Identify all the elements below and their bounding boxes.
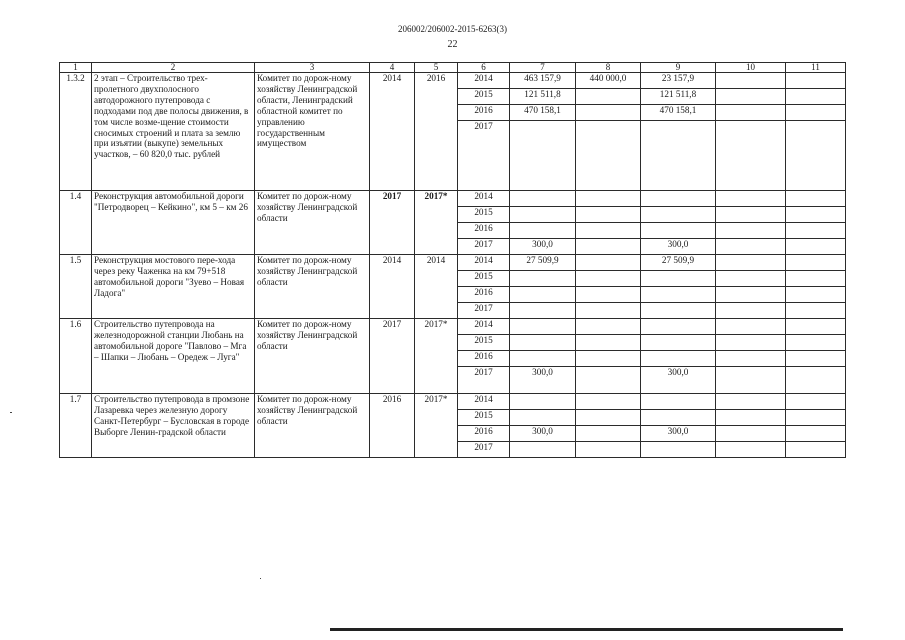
- start-year: 2014: [370, 73, 415, 191]
- amount-other: [786, 394, 846, 410]
- amount-federal: [576, 271, 641, 287]
- amount-local: [716, 351, 786, 367]
- amount-regional: 300,0: [641, 239, 716, 255]
- amount-regional: [641, 207, 716, 223]
- amount-federal: [576, 239, 641, 255]
- amount-regional: 300,0: [641, 367, 716, 394]
- amount-local: [716, 191, 786, 207]
- year-cell: 2017: [458, 303, 510, 319]
- amount-local: [716, 442, 786, 458]
- amount-local: [716, 239, 786, 255]
- document-id: 206002/206002-2015-6263(3): [398, 24, 507, 34]
- year-cell: 2015: [458, 335, 510, 351]
- amount-regional: [641, 410, 716, 426]
- table-row: [60, 255, 846, 271]
- amount-total: 121 511,8: [510, 89, 576, 105]
- amount-local: [716, 89, 786, 105]
- amount-other: [786, 121, 846, 191]
- amount-other: [786, 367, 846, 394]
- amount-other: [786, 255, 846, 271]
- amount-other: [786, 207, 846, 223]
- column-number-row: [60, 63, 846, 73]
- amount-total: 27 509,9: [510, 255, 576, 271]
- year-cell: 2017: [458, 367, 510, 394]
- activity-description: Строительство путепровода в промзоне Лазаревка через железную дорогу Санкт-Петербург – Бусловская в городе Выборге Ленин-градской области: [92, 394, 255, 458]
- amount-other: [786, 287, 846, 303]
- amount-regional: [641, 271, 716, 287]
- amount-total: [510, 121, 576, 191]
- year-cell: 2016: [458, 287, 510, 303]
- scan-edge-line: [330, 628, 843, 631]
- year-cell: 2016: [458, 223, 510, 239]
- year-cell: 2016: [458, 105, 510, 121]
- amount-total: [510, 191, 576, 207]
- year-cell: 2014: [458, 394, 510, 410]
- amount-regional: [641, 191, 716, 207]
- amount-federal: [576, 319, 641, 335]
- amount-local: [716, 394, 786, 410]
- year-cell: 2016: [458, 426, 510, 442]
- executor: Комитет по дорож-ному хозяйству Ленинградской области: [255, 191, 370, 255]
- row-number: 1.7: [60, 394, 92, 458]
- amount-other: [786, 271, 846, 287]
- amount-federal: [576, 207, 641, 223]
- year-cell: 2014: [458, 73, 510, 89]
- amount-total: [510, 319, 576, 335]
- year-cell: 2014: [458, 191, 510, 207]
- amount-other: [786, 319, 846, 335]
- amount-other: [786, 223, 846, 239]
- amount-total: [510, 287, 576, 303]
- amount-other: [786, 442, 846, 458]
- amount-total: [510, 351, 576, 367]
- executor: Комитет по дорож-ному хозяйству Ленинградской области, Ленинградский областной комитет по управлению государственным имуществом: [255, 73, 370, 191]
- amount-local: [716, 335, 786, 351]
- amount-local: [716, 207, 786, 223]
- column-header: 4: [370, 63, 415, 73]
- amount-other: [786, 335, 846, 351]
- start-year: 2017: [370, 191, 415, 255]
- amount-other: [786, 410, 846, 426]
- amount-local: [716, 426, 786, 442]
- year-cell: 2014: [458, 319, 510, 335]
- amount-regional: [641, 351, 716, 367]
- column-header: 8: [576, 63, 641, 73]
- amount-regional: [641, 319, 716, 335]
- table-row: [60, 191, 846, 207]
- year-cell: 2017: [458, 121, 510, 191]
- amount-total: 470 158,1: [510, 105, 576, 121]
- amount-other: [786, 426, 846, 442]
- column-header: 2: [92, 63, 255, 73]
- table-row: [60, 73, 846, 89]
- column-header: 5: [415, 63, 458, 73]
- amount-other: [786, 351, 846, 367]
- amount-local: [716, 105, 786, 121]
- amount-local: [716, 303, 786, 319]
- year-cell: 2015: [458, 207, 510, 223]
- amount-other: [786, 191, 846, 207]
- amount-total: [510, 335, 576, 351]
- amount-regional: [641, 335, 716, 351]
- amount-regional: [641, 223, 716, 239]
- amount-local: [716, 271, 786, 287]
- column-header: 11: [786, 63, 846, 73]
- scan-speck: [10, 412, 12, 413]
- amount-regional: [641, 394, 716, 410]
- amount-federal: [576, 255, 641, 271]
- amount-federal: [576, 191, 641, 207]
- column-header: 1: [60, 63, 92, 73]
- scan-speck: [260, 578, 261, 579]
- row-number: 1.3.2: [60, 73, 92, 191]
- amount-local: [716, 255, 786, 271]
- amount-regional: [641, 303, 716, 319]
- column-header: 6: [458, 63, 510, 73]
- amount-total: 300,0: [510, 426, 576, 442]
- amount-regional: [641, 287, 716, 303]
- amount-other: [786, 73, 846, 89]
- amount-total: 463 157,9: [510, 73, 576, 89]
- amount-federal: [576, 89, 641, 105]
- amount-total: [510, 410, 576, 426]
- amount-federal: [576, 287, 641, 303]
- start-year: 2014: [370, 255, 415, 319]
- table-row: [60, 394, 846, 410]
- amount-federal: [576, 426, 641, 442]
- amount-regional: [641, 442, 716, 458]
- end-year: 2016: [415, 73, 458, 191]
- activity-description: Реконструкция мостового пере-хода через реку Чаженка на км 79+518 автомобильной дороги "Зуево – Новая Ладога": [92, 255, 255, 319]
- amount-federal: 440 000,0: [576, 73, 641, 89]
- table-row: [60, 319, 846, 335]
- amount-federal: [576, 442, 641, 458]
- activity-description: 2 этап – Строительство трех-пролетного двухполосного автодорожного путепровода с подходами под две полосы движения, в том числе возме-щение стоимости сносимых строений и плата за землю при изъятии (выкупе) земельных участков, – 60 820,0 тыс. рублей: [92, 73, 255, 191]
- executor: Комитет по дорож-ному хозяйству Ленинградской области: [255, 319, 370, 394]
- amount-total: [510, 223, 576, 239]
- page-number: 22: [447, 39, 458, 50]
- amount-total: 300,0: [510, 367, 576, 394]
- amount-federal: [576, 105, 641, 121]
- amount-federal: [576, 367, 641, 394]
- year-cell: 2015: [458, 271, 510, 287]
- year-cell: 2016: [458, 351, 510, 367]
- amount-other: [786, 239, 846, 255]
- row-number: 1.5: [60, 255, 92, 319]
- amount-federal: [576, 351, 641, 367]
- end-year: 2017*: [415, 394, 458, 458]
- amount-total: 300,0: [510, 239, 576, 255]
- year-cell: 2015: [458, 410, 510, 426]
- amount-local: [716, 410, 786, 426]
- amount-local: [716, 121, 786, 191]
- amount-local: [716, 287, 786, 303]
- amount-other: [786, 105, 846, 121]
- row-number: 1.4: [60, 191, 92, 255]
- amount-total: [510, 394, 576, 410]
- amount-federal: [576, 223, 641, 239]
- year-cell: 2015: [458, 89, 510, 105]
- column-header: 10: [716, 63, 786, 73]
- amount-federal: [576, 303, 641, 319]
- start-year: 2017: [370, 319, 415, 394]
- amount-regional: 27 509,9: [641, 255, 716, 271]
- executor: Комитет по дорож-ному хозяйству Ленинградской области: [255, 394, 370, 458]
- amount-regional: 470 158,1: [641, 105, 716, 121]
- amount-local: [716, 319, 786, 335]
- column-header: 9: [641, 63, 716, 73]
- year-cell: 2014: [458, 255, 510, 271]
- executor: Комитет по дорож-ному хозяйству Ленинградской области: [255, 255, 370, 319]
- year-cell: 2017: [458, 239, 510, 255]
- amount-regional: 300,0: [641, 426, 716, 442]
- amount-local: [716, 73, 786, 89]
- amount-federal: [576, 335, 641, 351]
- amount-other: [786, 89, 846, 105]
- amount-local: [716, 367, 786, 394]
- amount-total: [510, 303, 576, 319]
- amount-total: [510, 207, 576, 223]
- amount-regional: 23 157,9: [641, 73, 716, 89]
- amount-federal: [576, 410, 641, 426]
- start-year: 2016: [370, 394, 415, 458]
- year-cell: 2017: [458, 442, 510, 458]
- amount-total: [510, 271, 576, 287]
- amount-regional: [641, 121, 716, 191]
- amount-other: [786, 303, 846, 319]
- amount-total: [510, 442, 576, 458]
- end-year: 2014: [415, 255, 458, 319]
- row-number: 1.6: [60, 319, 92, 394]
- activity-description: Реконструкция автомобильной дороги "Петродворец – Кейкино", км 5 – км 26: [92, 191, 255, 255]
- amount-federal: [576, 121, 641, 191]
- amount-regional: 121 511,8: [641, 89, 716, 105]
- program-table: [59, 62, 846, 458]
- column-header: 7: [510, 63, 576, 73]
- activity-description: Строительство путепровода на железнодорожной станции Любань на автомобильной дороге "Павлово – Мга – Шапки – Любань – Оредеж – Луга": [92, 319, 255, 394]
- amount-federal: [576, 394, 641, 410]
- amount-local: [716, 223, 786, 239]
- end-year: 2017*: [415, 191, 458, 255]
- end-year: 2017*: [415, 319, 458, 394]
- column-header: 3: [255, 63, 370, 73]
